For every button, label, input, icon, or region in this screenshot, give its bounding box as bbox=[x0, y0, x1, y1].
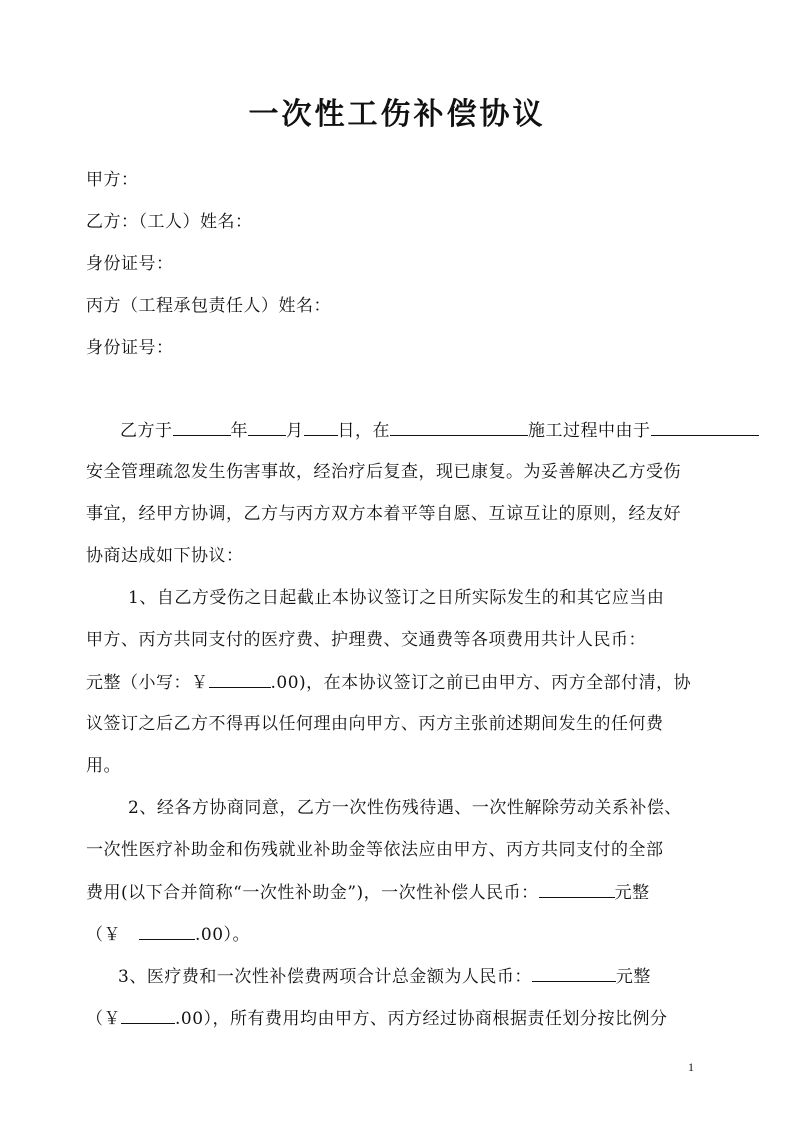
blank-year bbox=[173, 417, 231, 436]
clause2-line-1: 2、经各方协商同意，乙方一次性伤残待遇、一次性解除劳动关系补偿、 bbox=[128, 798, 682, 818]
clause3-line-1: 3、医疗费和一次性补偿费两项合计总金额为人民币： 元整 bbox=[118, 963, 651, 990]
blank-amount-2-figure bbox=[139, 921, 195, 940]
clause1-line-1: 1、自乙方受伤之日起截止本协议签订之日所实际发生的和其它应当由 bbox=[128, 588, 665, 608]
intro-line-3: 事宜，经甲方协调，乙方与丙方双方本着平等自愿、互谅互让的原则，经友好 bbox=[86, 504, 681, 524]
blank-total-figure bbox=[121, 1005, 175, 1024]
party-c-label: 丙方（工程承包责任人）姓名： bbox=[86, 296, 331, 316]
clause1-line-5: 用。 bbox=[86, 756, 121, 776]
blank-cause bbox=[651, 417, 759, 436]
clause1-line-3: 元整（小写：￥ .00)，在本协议签订之前已由甲方、丙方全部付清，协 bbox=[86, 669, 691, 696]
clause1-line-4: 议签订之后乙方不得再以任何理由向甲方、丙方主张前述期间发生的任何费 bbox=[86, 714, 664, 734]
party-b-label: 乙方：（工人）姓名： bbox=[86, 212, 253, 232]
blank-project bbox=[390, 417, 528, 436]
id-number-b-label: 身份证号： bbox=[86, 254, 174, 274]
clause1-line-2: 甲方、丙方共同支付的医疗费、护理费、交通费等各项费用共计人民币： bbox=[86, 630, 646, 650]
blank-month bbox=[248, 417, 286, 436]
party-a-label: 甲方： bbox=[86, 170, 139, 190]
blank-amount-1 bbox=[209, 669, 271, 688]
clause2-line-4: （￥ .00）。 bbox=[86, 921, 250, 948]
blank-total-amount bbox=[532, 963, 616, 982]
id-number-c-label: 身份证号： bbox=[86, 338, 174, 358]
intro-line-2: 安全管理疏忽发生伤害事故，经治疗后复查，现已康复。为妥善解决乙方受伤 bbox=[86, 462, 681, 482]
intro-line-1: 乙方于 年 月 日，在 施工过程中由于 bbox=[120, 417, 759, 444]
blank-amount-2 bbox=[539, 879, 615, 898]
page-number: 1 bbox=[688, 1060, 694, 1074]
clause2-line-3: 费用(以下合并简称“一次性补助金”)，一次性补偿人民币： 元整 bbox=[86, 879, 650, 906]
intro-line-4: 协商达成如下协议： bbox=[86, 546, 244, 566]
clause3-line-2: （￥ .00），所有费用均由甲方、丙方经过协商根据责任划分按比例分 bbox=[86, 1005, 668, 1032]
clause2-line-2: 一次性医疗补助金和伤残就业补助金等依法应由甲方、丙方共同支付的全部 bbox=[86, 840, 664, 860]
document-title: 一次性工伤补偿协议 bbox=[248, 97, 546, 132]
blank-day bbox=[304, 417, 338, 436]
